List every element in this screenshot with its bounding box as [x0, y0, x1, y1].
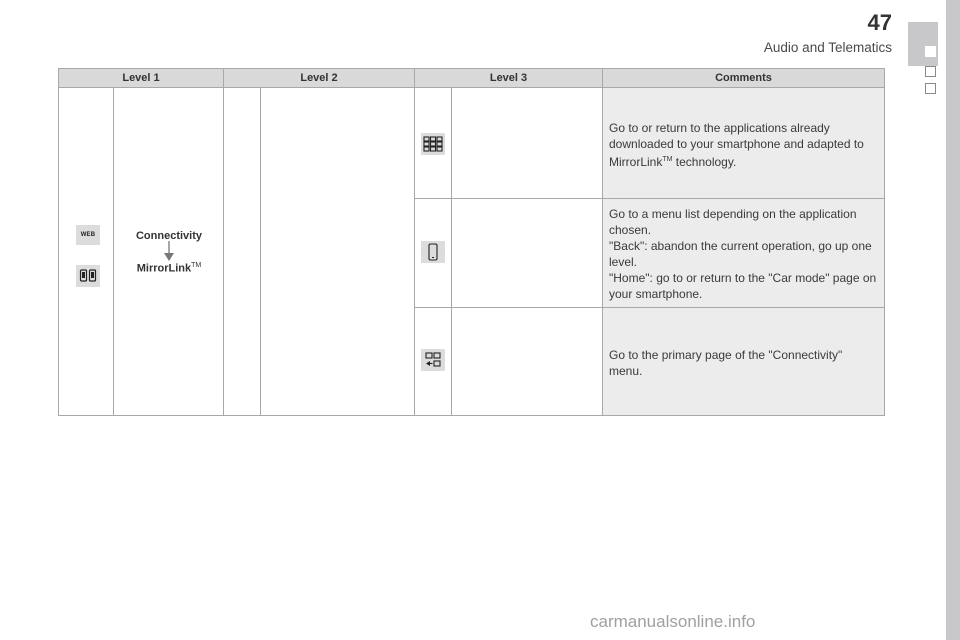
web-icon: WEB: [76, 225, 100, 245]
header-level-3: Level 3: [415, 69, 603, 88]
chapter-tab: [908, 22, 938, 66]
page-number: 47: [867, 10, 892, 35]
mirrorlink-label: MirrorLink™: [136, 262, 202, 275]
level1-icon-cell: [59, 88, 114, 415]
level3-label-cell: [452, 88, 603, 415]
side-band: [946, 0, 960, 640]
row-divider: [415, 307, 884, 308]
chapter-marker: [925, 83, 936, 94]
arrow-down-icon: [162, 241, 176, 263]
row-divider: [415, 198, 884, 199]
header-comments: Comments: [603, 69, 884, 88]
comment-applications: Go to or return to the applications already downloaded to your smartphone and adapted to MirrorLink™ technology.: [609, 121, 864, 169]
level2-icon-cell: [224, 88, 261, 415]
smartphone-icon: [421, 241, 445, 263]
chapter-marker: [925, 66, 936, 77]
connectivity-home-icon: [421, 349, 445, 371]
chapter-marker-active: [925, 46, 936, 57]
comment-menu-list: Go to a menu list depending on the application chosen. "Back": abandon the current operation, go up one level. "Home": go to or return to the "Car mode" page on your smartphone.: [609, 207, 877, 301]
header-level-1: Level 1: [59, 69, 224, 88]
mirrorlink-phone-icon: [76, 265, 100, 287]
level2-label-cell: [261, 88, 415, 415]
header-level-2: Level 2: [224, 69, 415, 88]
comment-primary-page: Go to the primary page of the "Connectivity" menu.: [609, 348, 843, 378]
watermark: carmanualsonline.info: [590, 612, 756, 631]
menu-table: [58, 68, 885, 416]
section-title: Audio and Telematics: [763, 40, 892, 55]
connectivity-label: Connectivity: [135, 230, 202, 242]
apps-grid-icon: [421, 133, 445, 155]
